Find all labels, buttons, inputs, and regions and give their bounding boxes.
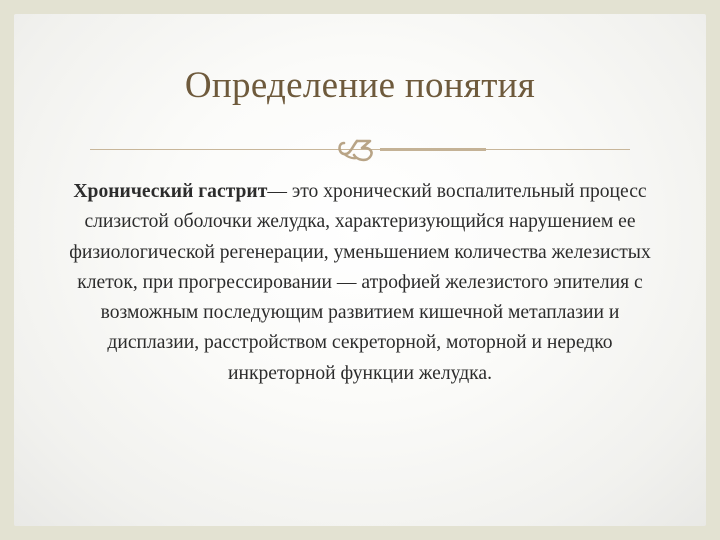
definition-text xyxy=(60,177,660,389)
definition-body: — это хронический воспалительный процесс слизистой оболочки желудка, характеризующийся нарушением ее физиологической регенерации, уменьшением количества железистых клеток, при прогрессировании — атрофией железистого эпителия с возможным последующим развитием кишечной метаплазии и дисплазии, расстройством секреторной, моторной и нередко инкреторной функции желудка. xyxy=(69,181,651,384)
slide-title: Определение понятия xyxy=(184,65,536,106)
definition-term: Хронический гастрит xyxy=(73,181,268,202)
title-divider-accent xyxy=(380,148,486,151)
flourish-icon xyxy=(336,133,382,165)
